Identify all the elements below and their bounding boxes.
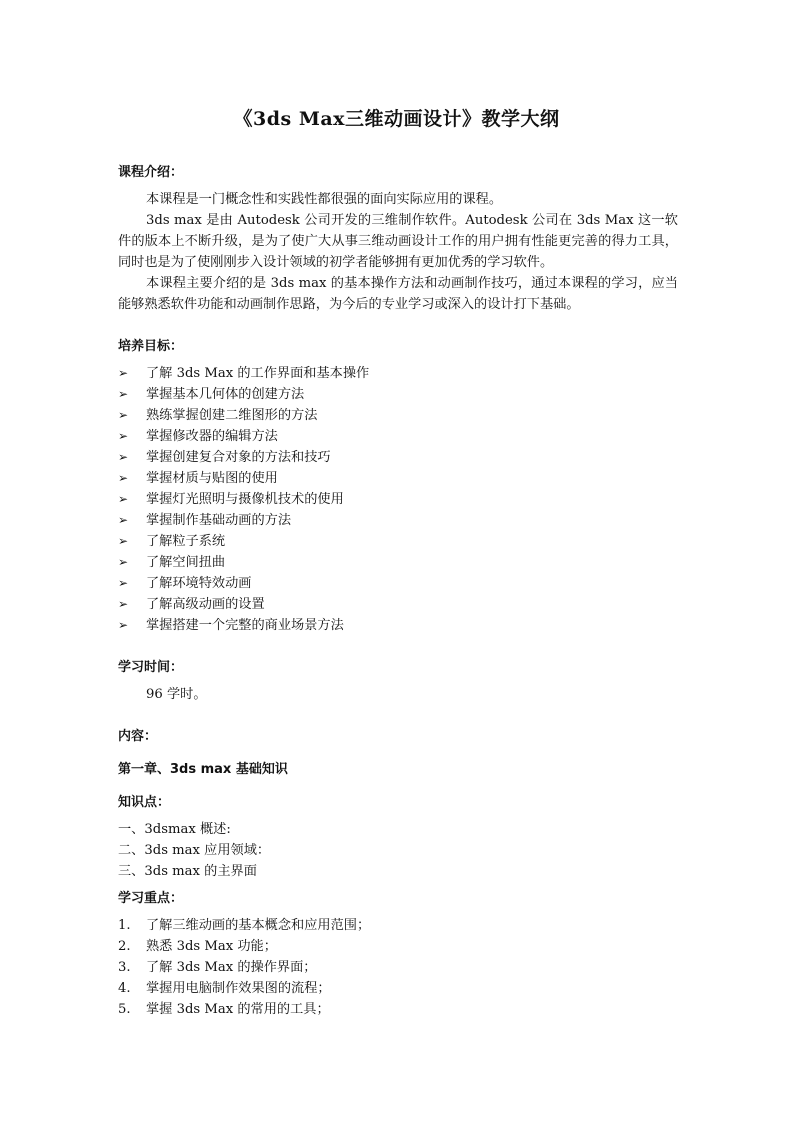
list-item: 4. 掌握用电脑制作效果图的流程； xyxy=(118,981,331,996)
knowledge-item: 二、3ds max 应用领域： xyxy=(118,843,271,858)
intro-heading: 课程介绍： xyxy=(118,165,184,180)
arrow-bullet-icon: ➢ xyxy=(118,471,129,485)
list-item: ➢ 熟练掌握创建二维图形的方法 xyxy=(118,405,678,426)
arrow-bullet-icon: ➢ xyxy=(118,408,129,422)
list-item: 2. 熟悉 3ds Max 功能； xyxy=(118,939,277,954)
arrow-bullet-icon: ➢ xyxy=(118,597,129,611)
list-item: ➢ 掌握材质与贴图的使用 xyxy=(118,468,678,489)
list-item: ➢ 掌握基本几何体的创建方法 xyxy=(118,384,678,405)
goals-heading: 培养目标： xyxy=(118,339,184,354)
goals-list xyxy=(118,363,678,636)
list-item: 3. 了解 3ds Max 的操作界面； xyxy=(118,960,317,975)
list-item: ➢ 了解 3ds Max 的工作界面和基本操作 xyxy=(118,363,678,384)
list-item: 1. 了解三维动画的基本概念和应用范围； xyxy=(118,918,371,933)
focus-list xyxy=(118,915,678,1020)
document-body xyxy=(118,162,678,1020)
arrow-bullet-icon: ➢ xyxy=(118,513,129,527)
list-item: ➢ 了解空间扭曲 xyxy=(118,552,678,573)
knowledge-item: 一、3dsmax 概述: xyxy=(118,822,231,837)
knowledge-item: 三、3ds max 的主界面 xyxy=(118,864,257,879)
time-heading: 学习时间： xyxy=(118,660,184,675)
arrow-bullet-icon: ➢ xyxy=(118,429,129,443)
list-item: ➢ 掌握制作基础动画的方法 xyxy=(118,510,678,531)
chapter-title: 第一章、3ds max 基础知识 xyxy=(118,762,288,777)
arrow-bullet-icon: ➢ xyxy=(118,555,129,569)
intro-paragraph: 3ds max 是由 Autodesk 公司开发的三维制作软件。Autodesk 公司在 3ds Max 这一软件的版本上不断升级，是为了使广大从事三维动画设计工作的用户拥有性能更完善的得力工具，同时也是为了使刚刚步入设计领域的初学者能够拥有更加优秀的学习软件。 xyxy=(118,213,678,270)
arrow-bullet-icon: ➢ xyxy=(118,618,129,632)
arrow-bullet-icon: ➢ xyxy=(118,534,129,548)
list-item: ➢ 了解高级动画的设置 xyxy=(118,594,678,615)
list-item: ➢ 了解粒子系统 xyxy=(118,531,678,552)
list-item: ➢ 掌握灯光照明与摄像机技术的使用 xyxy=(118,489,678,510)
arrow-bullet-icon: ➢ xyxy=(118,366,129,380)
arrow-bullet-icon: ➢ xyxy=(118,387,129,401)
list-item: ➢ 掌握修改器的编辑方法 xyxy=(118,426,678,447)
list-item: ➢ 掌握搭建一个完整的商业场景方法 xyxy=(118,615,678,636)
list-item: ➢ 了解环境特效动画 xyxy=(118,573,678,594)
arrow-bullet-icon: ➢ xyxy=(118,576,129,590)
arrow-bullet-icon: ➢ xyxy=(118,492,129,506)
arrow-bullet-icon: ➢ xyxy=(118,450,129,464)
knowledge-heading: 知识点： xyxy=(118,795,171,810)
intro-paragraph: 本课程主要介绍的是 3ds max 的基本操作方法和动画制作技巧，通过本课程的学习，应当能够熟悉软件功能和动画制作思路，为今后的专业学习或深入的设计打下基础。 xyxy=(118,276,678,312)
focus-heading: 学习重点： xyxy=(118,891,184,906)
list-item: ➢ 掌握创建复合对象的方法和技巧 xyxy=(118,447,678,468)
page-title: 《3ds Max三维动画设计》教学大纲 xyxy=(233,108,560,130)
intro-paragraph: 本课程是一门概念性和实践性都很强的面向实际应用的课程。 xyxy=(146,192,503,207)
list-item: 5. 掌握 3ds Max 的常用的工具； xyxy=(118,1002,330,1017)
contents-heading: 内容： xyxy=(118,729,158,744)
time-value: 96 学时。 xyxy=(146,687,207,702)
